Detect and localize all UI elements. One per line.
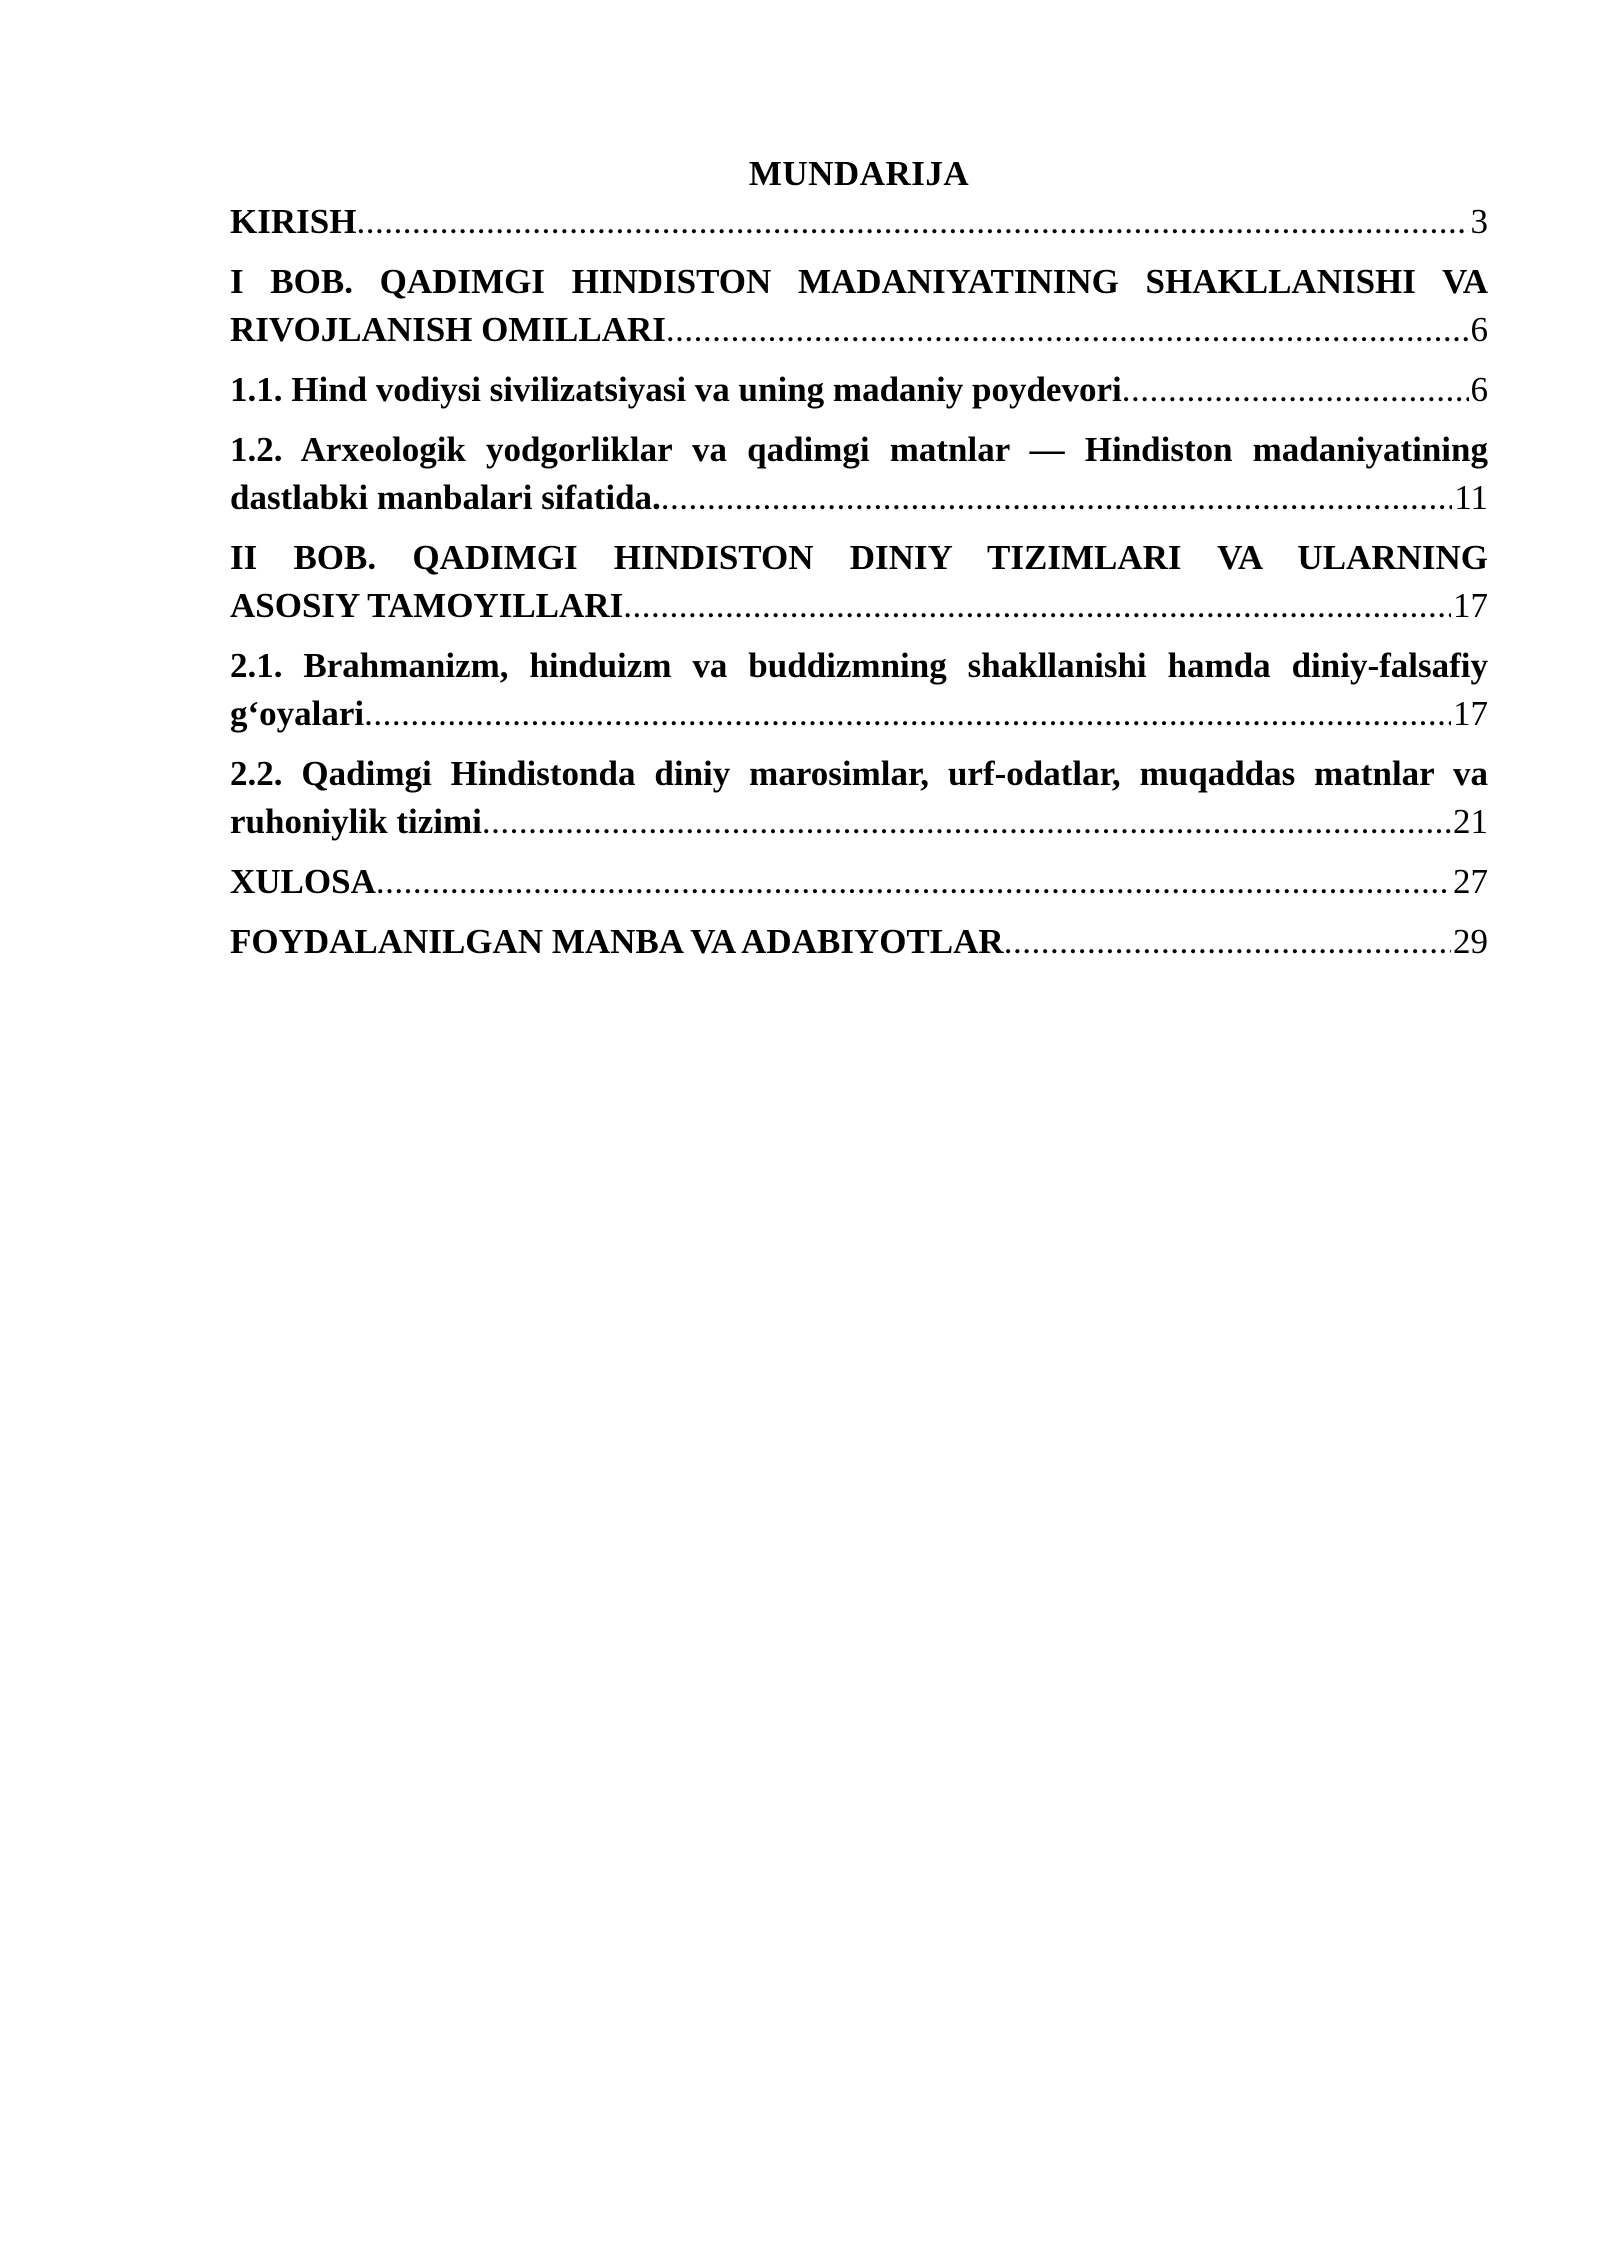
toc-entry-title-line: II BOB. QADIMGI HINDISTON DINIY TIZIMLARI VA ULARNING xyxy=(230,538,1488,577)
toc-entry-section-2-1[interactable] xyxy=(230,642,1488,738)
toc-entry-title: KIRISH xyxy=(230,202,357,241)
toc-entry-chapter-2[interactable] xyxy=(230,534,1488,630)
toc-page-number: 29 xyxy=(1453,922,1488,961)
toc-entry-title-line: 1.2. Arxeologik yodgorliklar va qadimgi matnlar — Hindiston madaniyatining xyxy=(230,430,1488,469)
toc-page-number: 17 xyxy=(1453,694,1488,733)
toc-entry-title-line: I BOB. QADIMGI HINDISTON MADANIYATINING SHAKLLANISHI VA xyxy=(230,262,1488,301)
toc-entry-title: ASOSIY TAMOYILLARI xyxy=(230,586,624,625)
toc-entry-title-line: 2.2. Qadimgi Hindistonda diniy marosimlar, urf-odatlar, muqaddas matnlar va xyxy=(230,754,1488,793)
toc-entry-section-2-2[interactable] xyxy=(230,750,1488,846)
document-page xyxy=(230,150,1488,978)
toc-entry-line xyxy=(230,474,1488,522)
toc-entry-line xyxy=(230,858,1488,906)
toc-dot-leader xyxy=(1122,366,1469,414)
toc-dot-leader xyxy=(623,582,1451,630)
toc-entry-line xyxy=(230,918,1488,966)
toc-entry-kirish[interactable] xyxy=(230,198,1488,246)
toc-dot-leader xyxy=(364,690,1451,738)
toc-entry-line xyxy=(230,690,1488,738)
toc-entry-title: 1.1. Hind vodiysi sivilizatsiyasi va uning madaniy poydevori xyxy=(230,370,1122,409)
toc-page-number: 11 xyxy=(1454,478,1488,517)
toc-entry-title-line: 2.1. Brahmanizm, hinduizm va buddizmning shakllanishi hamda diniy-falsafiy xyxy=(230,646,1488,685)
toc-dot-leader xyxy=(482,798,1451,846)
toc-page-number: 6 xyxy=(1470,370,1488,409)
toc-entry-title: g‘oyalari xyxy=(230,694,365,733)
toc-entry-line xyxy=(230,306,1488,354)
toc-list xyxy=(230,198,1488,966)
toc-dot-leader xyxy=(666,306,1469,354)
toc-dot-leader xyxy=(376,858,1451,906)
toc-entry-line xyxy=(230,366,1488,414)
toc-page-number: 6 xyxy=(1470,310,1488,349)
toc-entry-line xyxy=(230,582,1488,630)
toc-page-number: 3 xyxy=(1470,202,1488,241)
toc-entry-line xyxy=(230,198,1488,246)
toc-entry-xulosa[interactable] xyxy=(230,858,1488,906)
toc-entry-title: FOYDALANILGAN MANBA VA ADABIYOTLAR xyxy=(230,922,1004,961)
toc-dot-leader xyxy=(661,474,1453,522)
toc-page-number: 17 xyxy=(1453,586,1488,625)
toc-title: MUNDARIJA xyxy=(748,154,970,193)
toc-entry-title: RIVOJLANISH OMILLARI xyxy=(230,310,666,349)
toc-entry-references[interactable] xyxy=(230,918,1488,966)
toc-entry-chapter-1[interactable] xyxy=(230,258,1488,354)
toc-entry-section-1-1[interactable] xyxy=(230,366,1488,414)
toc-entry-section-1-2[interactable] xyxy=(230,426,1488,522)
toc-entry-line xyxy=(230,798,1488,846)
toc-page-number: 21 xyxy=(1453,802,1488,841)
toc-entry-title: XULOSA xyxy=(230,862,376,901)
toc-entry-title: ruhoniylik tizimi xyxy=(230,802,482,841)
toc-dot-leader xyxy=(356,198,1468,246)
toc-page-number: 27 xyxy=(1453,862,1488,901)
toc-dot-leader xyxy=(1004,918,1451,966)
toc-entry-title: dastlabki manbalari sifatida. xyxy=(230,478,661,517)
